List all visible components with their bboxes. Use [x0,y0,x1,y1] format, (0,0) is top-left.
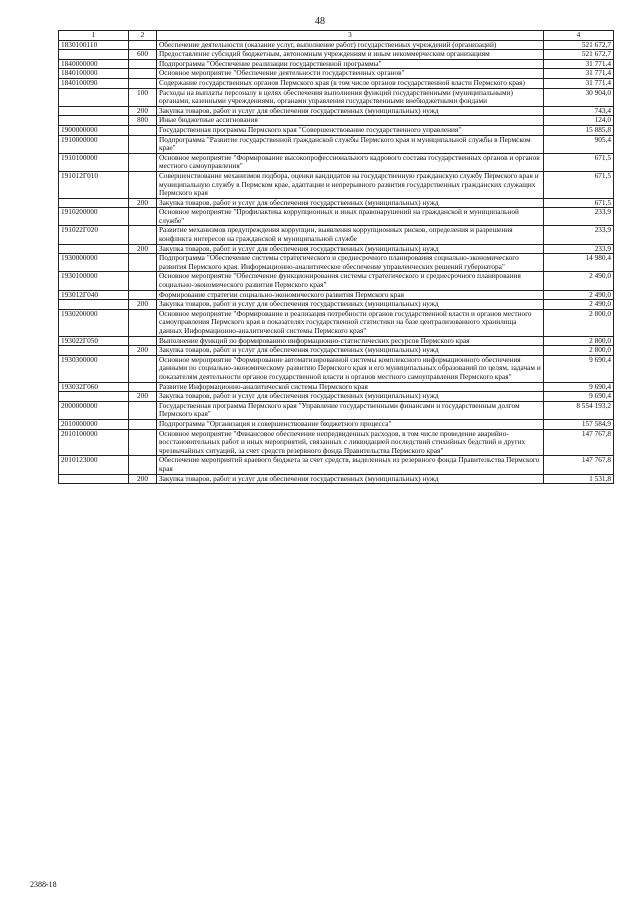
table-row [59,429,614,456]
row-expense-type: 200 [129,474,157,484]
table-row [59,309,614,336]
row-expense-type [129,208,157,226]
row-code: 2000000000 [59,401,129,419]
row-amount: 233,9 [544,244,614,254]
table-row [59,116,614,126]
row-name: Подпрограмма "Обеспечение системы стратегического и среднесрочного планирования социально-экономического развития Пермского края. Информационно-аналитическое обеспечение управленческих решений губернатора" [157,254,544,272]
row-name: Подпрограмма "Обеспечение реализации государственной программы" [157,59,544,69]
row-expense-type [129,355,157,382]
row-code [59,392,129,402]
row-amount: 30 904,0 [544,88,614,106]
row-code: 1830100110 [59,40,129,50]
row-name: Основное мероприятие "Профилактика коррупционных и иных правонарушений на гражданской и муниципальной службе" [157,208,544,226]
row-expense-type [129,135,157,153]
table-row [59,135,614,153]
row-code [59,116,129,126]
row-name: Государственная программа Пермского края "Совершенствование государственного управления" [157,125,544,135]
row-name: Расходы на выплаты персоналу в целях обеспечения выполнения функций государственными (муниципальными) органами, казенными учреждениями, органами управления государственными внебюджетными фондами [157,88,544,106]
row-amount: 31 771,4 [544,78,614,88]
row-code [59,106,129,116]
row-expense-type [129,171,157,198]
row-name: Закупка товаров, работ и услуг для обеспечения государственных (муниципальных) нужд [157,244,544,254]
row-expense-type [129,419,157,429]
row-code: 193032Г060 [59,382,129,392]
row-expense-type [129,429,157,456]
row-name: Закупка товаров, работ и услуг для обеспечения государственных (муниципальных) нужд [157,474,544,484]
row-code: 1910000000 [59,135,129,153]
row-expense-type [129,78,157,88]
row-amount: 233,9 [544,226,614,244]
row-name: Закупка товаров, работ и услуг для обеспечения государственных (муниципальных) нужд [157,346,544,356]
table-row [59,88,614,106]
row-expense-type [129,153,157,171]
table-row [59,355,614,382]
row-name: Основное мероприятие "Формирование автоматизированной системы комплексного информационного обеспечения данными по социально-экономическому развитию Пермского края и его муниципальных образований по целям, задачам и показателям деятельности органов государственной власти и органов местного самоуправления Пермского края" [157,355,544,382]
footer-code: 2388-18 [30,880,57,889]
table-row [59,474,614,484]
table-row [59,272,614,290]
table-row [59,226,614,244]
row-code: 193022Г050 [59,336,129,346]
row-name: Предоставление субсидий бюджетным, автономным учреждениям и иным некоммерческим организациям [157,50,544,60]
row-expense-type: 200 [129,392,157,402]
row-name: Закупка товаров, работ и услуг для обеспечения государственных (муниципальных) нужд [157,106,544,116]
row-name: Подпрограмма "Развитие государственной гражданской службы Пермского края и муниципальной службы в Пермском крае" [157,135,544,153]
row-code [59,88,129,106]
row-name: Закупка товаров, работ и услуг для обеспечения государственных (муниципальных) нужд [157,198,544,208]
row-code [59,346,129,356]
table-body [59,40,614,484]
row-name: Подпрограмма "Организация и совершенствование бюджетного процесса" [157,419,544,429]
row-amount: 9 690,4 [544,392,614,402]
row-expense-type [129,125,157,135]
table-row [59,254,614,272]
table-row [59,50,614,60]
row-code: 1840000000 [59,59,129,69]
row-amount: 521 672,7 [544,50,614,60]
row-code: 1840100000 [59,69,129,79]
row-amount: 15 885,8 [544,125,614,135]
table-row [59,401,614,419]
row-amount: 233,9 [544,208,614,226]
row-amount: 2 800,0 [544,336,614,346]
budget-table [58,30,614,484]
row-code: 1900000000 [59,125,129,135]
row-name: Государственная программа Пермского края "Управление государственными финансами и государственным долгом Пермского края" [157,401,544,419]
table-row [59,346,614,356]
row-name: Основное мероприятие "Финансовое обеспечение непредвиденных расходов, в том числе проведение аварийно-восстановительных работ и иных мероприятий, связанных с ликвидацией последствий стихийных бедствий и других чрезвычайных ситуаций, за счет средств резервного фонда Правительства Пермского края" [157,429,544,456]
row-amount: 2 490,0 [544,290,614,300]
row-amount: 1 531,8 [544,474,614,484]
header-col-2: 2 [129,31,157,41]
row-expense-type: 200 [129,346,157,356]
row-amount: 147 767,8 [544,456,614,474]
row-expense-type: 200 [129,300,157,310]
page-number: 48 [315,16,325,27]
row-amount: 743,4 [544,106,614,116]
row-code: 1930200000 [59,309,129,336]
row-code: 2010000000 [59,419,129,429]
row-name: Основное мероприятие "Обеспечение функционирования системы стратегического и среднесрочного планирования социально-экономического развития Пермского края" [157,272,544,290]
row-code [59,50,129,60]
row-expense-type: 200 [129,106,157,116]
header-col-3: 3 [157,31,544,41]
row-name: Выполнение функций по формированию информационно-статистических ресурсов Пермского края [157,336,544,346]
row-name: Совершенствование механизмов подбора, оценки кандидатов на государственную гражданскую службу Пермского края и муниципальную службу в Пермском крае, адаптации и непрерывного развития государственных гражданских служащих Пермского края [157,171,544,198]
row-expense-type [129,59,157,69]
row-amount: 124,0 [544,116,614,126]
row-code: 193012Г040 [59,290,129,300]
row-name: Развитие механизмов предупреждения коррупции, выявления коррупционных рисков, определения и разрешения конфликта интересов на гражданской и муниципальной службе [157,226,544,244]
table-row [59,171,614,198]
row-name: Развитие Информационно-аналитической системы Пермского края [157,382,544,392]
row-amount: 2 800,0 [544,346,614,356]
row-code: 191022Г020 [59,226,129,244]
row-code [59,474,129,484]
row-code: 191012Г010 [59,171,129,198]
row-code: 1930100000 [59,272,129,290]
row-expense-type: 200 [129,244,157,254]
row-name: Обеспечение деятельности (оказание услуг, выполнение работ) государственных учреждений (организаций) [157,40,544,50]
table-row [59,208,614,226]
row-expense-type [129,309,157,336]
row-amount: 521 672,7 [544,40,614,50]
row-expense-type [129,226,157,244]
row-amount: 2 490,0 [544,300,614,310]
row-name: Формирование стратегии социально-экономического развития Пермского края [157,290,544,300]
row-amount: 9 690,4 [544,355,614,382]
row-expense-type [129,254,157,272]
row-name: Закупка товаров, работ и услуг для обеспечения государственных (муниципальных) нужд [157,300,544,310]
row-amount: 31 771,4 [544,69,614,79]
header-col-4: 4 [544,31,614,41]
row-code: 1910100000 [59,153,129,171]
row-amount: 2 490,0 [544,272,614,290]
row-name: Закупка товаров, работ и услуг для обеспечения государственных (муниципальных) нужд [157,392,544,402]
row-code: 2010100000 [59,429,129,456]
row-expense-type: 600 [129,50,157,60]
table-header-row [59,31,614,41]
table-row [59,78,614,88]
row-amount: 8 554 193,2 [544,401,614,419]
row-name: Обеспечение мероприятий краевого бюджета за счет средств, выделенных из резервного фонда Правительства Пермского края [157,456,544,474]
row-expense-type: 100 [129,88,157,106]
row-amount: 2 800,0 [544,309,614,336]
row-expense-type [129,272,157,290]
row-amount: 31 771,4 [544,59,614,69]
table-row [59,392,614,402]
row-code: 1930000000 [59,254,129,272]
row-amount: 671,5 [544,153,614,171]
table-row [59,300,614,310]
row-amount: 147 767,8 [544,429,614,456]
table-row [59,125,614,135]
row-amount: 14 980,4 [544,254,614,272]
row-name: Иные бюджетные ассигнования [157,116,544,126]
table-row [59,419,614,429]
row-name: Содержание государственных органов Пермского края (в том числе органов государственной власти Пермского края) [157,78,544,88]
row-expense-type [129,69,157,79]
header-col-1: 1 [59,31,129,41]
row-expense-type: 800 [129,116,157,126]
row-code: 1930300000 [59,355,129,382]
table-row [59,153,614,171]
row-name: Основное мероприятие "Обеспечение деятельности государственных органов" [157,69,544,79]
row-amount: 905,4 [544,135,614,153]
row-expense-type [129,401,157,419]
row-expense-type: 200 [129,198,157,208]
row-expense-type [129,456,157,474]
row-amount: 157 584,9 [544,419,614,429]
row-amount: 671,5 [544,198,614,208]
row-code: 2010123000 [59,456,129,474]
row-name: Основное мероприятие "Формирование и реализация потребности органов государственной власти и органов местного самоуправления Пермского края в показателях государственной статистики на базе централизованного хранилища данных Информационно-аналитической системы Пермского края" [157,309,544,336]
row-amount: 9 690,4 [544,382,614,392]
row-code: 1840100090 [59,78,129,88]
table-row [59,456,614,474]
row-code: 1910200000 [59,208,129,226]
row-name: Основное мероприятие "Формирование высокопрофессионального кадрового состава государственных органов и органов местного самоуправления" [157,153,544,171]
row-code [59,300,129,310]
row-amount: 671,5 [544,171,614,198]
